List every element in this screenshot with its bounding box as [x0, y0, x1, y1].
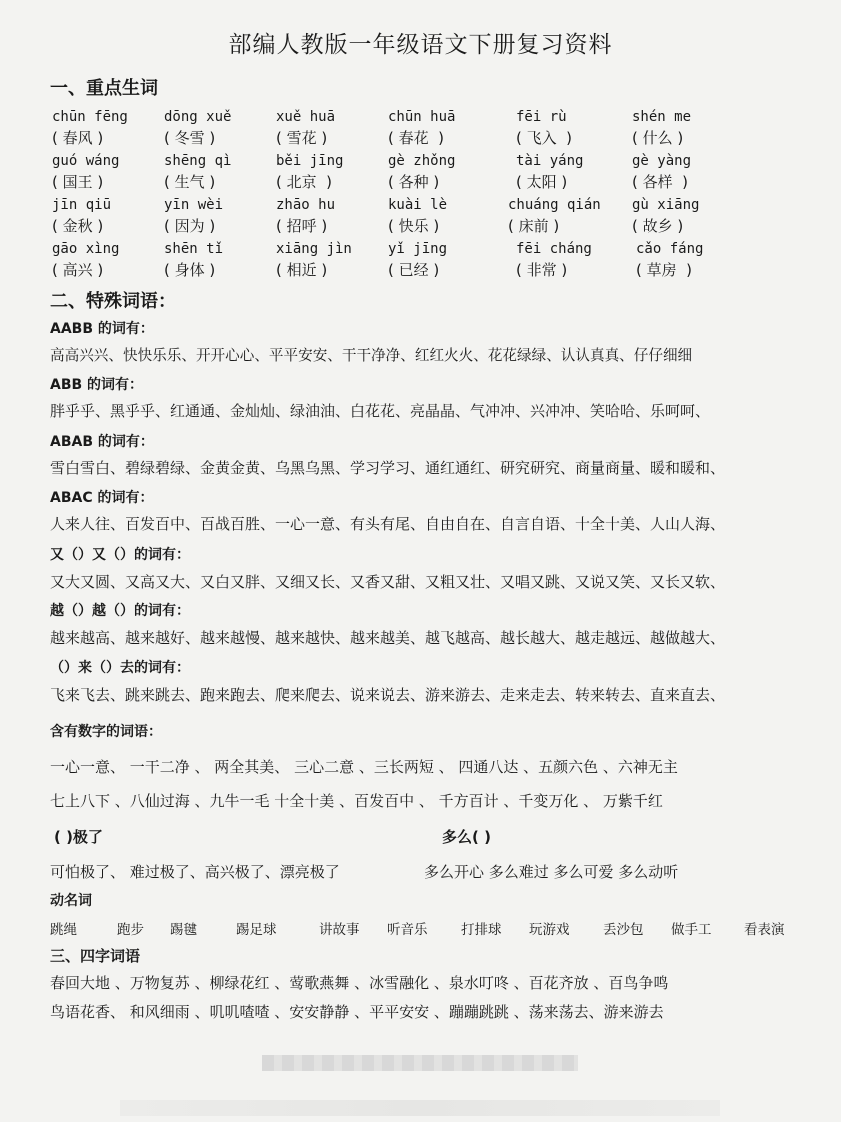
hanzi: ( 非常 )	[516, 261, 568, 279]
pinyin: shén me	[632, 109, 692, 125]
number-line-2: 七上八下 、八仙过海 、九牛一毛 十全十美 、百发百中 、 千方百计 、千变万化 、 万紫千红	[50, 792, 663, 810]
ji-label: ( )极了	[54, 828, 103, 846]
vocab-item	[516, 151, 636, 193]
vocab-item	[164, 107, 284, 149]
vocab-item	[636, 239, 756, 281]
pinyin: fēi cháng	[516, 241, 592, 257]
abb-label: ABB 的词有：	[50, 377, 144, 393]
vocab-item	[276, 151, 396, 193]
hanzi: ( 相近 )	[276, 261, 328, 279]
section3-line-1: 春回大地 、万物复苏 、柳绿花红 、莺歌燕舞 、冰雪融化 、泉水叮咚 、百花齐放 、百鸟争鸣	[50, 974, 669, 992]
list-item: 做手工	[671, 922, 712, 938]
list-item: 跑步	[117, 922, 144, 938]
list-item: 打排球	[461, 922, 502, 938]
list-item: 讲故事	[319, 922, 360, 938]
vocab-row	[52, 239, 772, 283]
pinyin: fēi rù	[516, 109, 567, 125]
hanzi: ( 高兴 )	[52, 261, 104, 279]
hanzi: ( 身体 )	[164, 261, 216, 279]
vocab-item	[516, 239, 636, 281]
vocab-item	[388, 107, 508, 149]
dongming-label: 动名词	[50, 893, 92, 909]
abab-words: 雪白雪白、碧绿碧绿、金黄金黄、乌黑乌黑、学习学习、通红通红、研究研究、商量商量、暖和暖和、	[50, 459, 726, 477]
yue-label: 越（）越（）的词有：	[50, 603, 190, 619]
page-title: 部编人教版一年级语文下册复习资料	[228, 32, 613, 58]
hanzi: ( 生气 )	[164, 173, 216, 191]
vocab-item	[516, 107, 636, 149]
pinyin: gè zhǒng	[388, 153, 456, 169]
vocab-row	[52, 107, 772, 151]
hanzi: ( 春花 )	[388, 129, 445, 147]
vocab-item	[388, 195, 508, 237]
list-item: 玩游戏	[529, 922, 570, 938]
duome-label: 多么( )	[442, 828, 491, 846]
pinyin: chuáng qián	[508, 197, 601, 213]
vocab-item	[632, 151, 752, 193]
hanzi: ( 招呼 )	[276, 217, 328, 235]
pinyin: shēn tǐ	[164, 241, 224, 257]
pinyin: jīn qiū	[52, 197, 112, 213]
list-item: 看表演	[744, 922, 785, 938]
pinyin: guó wáng	[52, 153, 120, 169]
vocab-item	[632, 107, 752, 149]
vocab-item	[276, 195, 396, 237]
you-words: 又大又圆、又高又大、又白又胖、又细又长、又香又甜、又粗又壮、又唱又跳、又说又笑、又长又软、	[50, 573, 726, 591]
pinyin: xuě huā	[276, 109, 336, 125]
pinyin: dōng xuě	[164, 109, 232, 125]
aabb-words: 高高兴兴、快快乐乐、开开心心、平平安安、干干净净、红红火火、花花绿绿、认认真真、仔仔细细	[50, 347, 693, 364]
vocab-row	[52, 151, 772, 195]
hanzi: ( 北京 )	[276, 173, 333, 191]
vocab-row	[52, 195, 772, 239]
vocab-item	[276, 239, 396, 281]
hanzi: ( 什么 )	[632, 129, 684, 147]
list-item: 踢足球	[236, 922, 277, 938]
vocab-item	[388, 239, 508, 281]
hanzi: ( 春风 )	[52, 129, 104, 147]
hanzi: ( 床前 )	[508, 217, 560, 235]
pinyin: shēng qì	[164, 153, 232, 169]
vocab-item	[388, 151, 508, 193]
section1-heading: 一、重点生词	[50, 78, 158, 99]
hanzi: ( 已经 )	[388, 261, 440, 279]
section2-heading: 二、特殊词语：	[50, 291, 176, 312]
hanzi: ( 太阳 )	[516, 173, 568, 191]
pinyin: chūn fēng	[52, 109, 128, 125]
vocab-item	[276, 107, 396, 149]
list-item: 丢沙包	[603, 922, 644, 938]
hanzi: ( 各种 )	[388, 173, 440, 191]
hanzi: ( 冬雪 )	[164, 129, 216, 147]
abb-words: 胖乎乎、黑乎乎、红通通、金灿灿、绿油油、白花花、亮晶晶、气冲冲、兴冲冲、笑哈哈、乐呵呵、	[50, 402, 711, 420]
ji-words: 可怕极了、 难过极了、高兴极了、漂亮极了	[50, 863, 340, 881]
vocab-item	[52, 107, 172, 149]
vocab-item	[164, 195, 284, 237]
hanzi: ( 故乡 )	[632, 217, 684, 235]
pinyin: kuài lè	[388, 197, 448, 213]
pinyin: tài yáng	[516, 153, 584, 169]
pinyin: xiāng jìn	[276, 241, 352, 257]
vocab-item	[164, 151, 284, 193]
vocab-item	[52, 195, 172, 237]
pinyin: gāo xìng	[52, 241, 120, 257]
lai-words: 飞来飞去、跳来跳去、跑来跑去、爬来爬去、说来说去、游来游去、走来走去、转来转去、直来直去、	[50, 686, 726, 704]
pinyin: cǎo fáng	[636, 241, 704, 257]
hanzi: ( 草房 )	[636, 261, 693, 279]
pinyin: chūn huā	[388, 109, 456, 125]
hanzi: ( 雪花 )	[276, 129, 328, 147]
you-label: 又（）又（）的词有：	[50, 547, 190, 563]
hanzi: ( 飞入 )	[516, 129, 573, 147]
abac-words: 人来人往、百发百中、百战百胜、一心一意、有头有尾、自由自在、自言自语、十全十美、人山人海、	[50, 515, 726, 533]
list-item: 听音乐	[387, 922, 428, 938]
hanzi: ( 各样 )	[632, 173, 689, 191]
duome-words: 多么开心 多么难过 多么可爱 多么动听	[424, 863, 679, 881]
hanzi: ( 因为 )	[164, 217, 216, 235]
section3-line-2: 鸟语花香、 和风细雨 、叽叽喳喳 、安安静静 、平平安安 、蹦蹦跳跳 、荡来荡去、游来游去	[50, 1003, 664, 1021]
hanzi: ( 金秋 )	[52, 217, 104, 235]
pinyin: zhāo hu	[276, 197, 336, 213]
list-item: 跳绳	[50, 922, 77, 938]
number-label: 含有数字的词语：	[50, 724, 162, 740]
list-item: 踢毽	[170, 922, 197, 938]
blurred-footer-watermark	[262, 1055, 578, 1071]
vocab-item	[632, 195, 752, 237]
section3-heading: 三、四字词语	[50, 947, 141, 965]
pinyin: běi jīng	[276, 153, 344, 169]
abab-label: ABAB 的词有：	[50, 434, 154, 450]
vocab-item	[164, 239, 284, 281]
aabb-label: AABB 的词有：	[50, 321, 154, 337]
hanzi: ( 快乐 )	[388, 217, 440, 235]
pinyin: yǐ jīng	[388, 241, 448, 257]
abac-label: ABAC 的词有：	[50, 490, 154, 506]
vocab-item	[52, 151, 172, 193]
pinyin: yīn wèi	[164, 197, 224, 213]
pinyin: gù xiāng	[632, 197, 700, 213]
footer-shade	[120, 1100, 720, 1116]
hanzi: ( 国王 )	[52, 173, 104, 191]
vocab-item	[52, 239, 172, 281]
number-line-1: 一心一意、 一干二净 、 两全其美、 三心二意 、三长两短 、 四通八达 、五颜六色 、六神无主	[50, 758, 678, 776]
yue-words: 越来越高、越来越好、越来越慢、越来越快、越来越美、越飞越高、越长越大、越走越远、越做越大、	[50, 629, 726, 647]
lai-label: （）来（）去的词有：	[50, 660, 190, 676]
pinyin: gè yàng	[632, 153, 692, 169]
vocab-item	[508, 195, 628, 237]
